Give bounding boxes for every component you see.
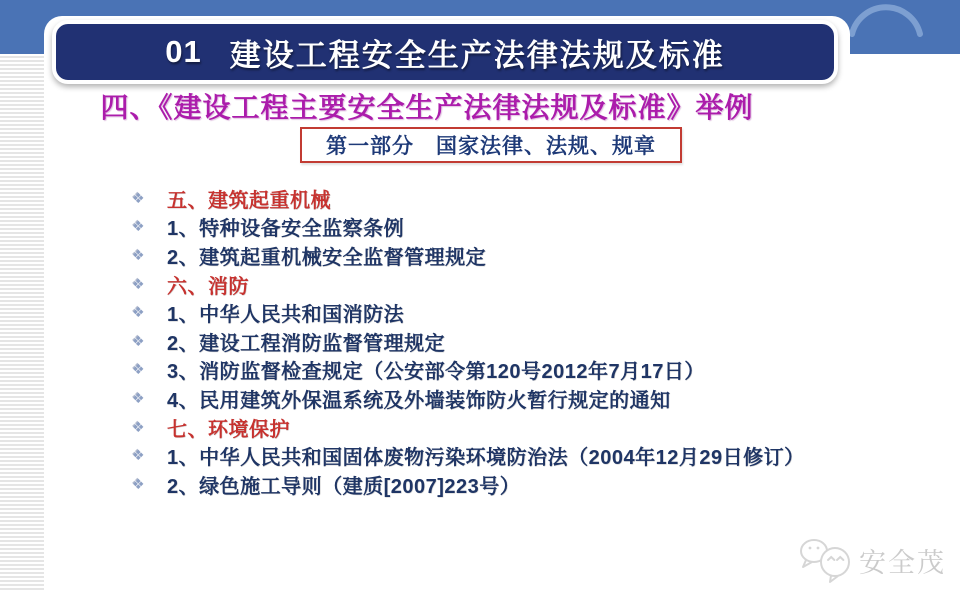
- list-item: [132, 184, 872, 213]
- list-item-text: 六、消防: [167, 275, 249, 298]
- list-item: [132, 213, 872, 242]
- list-item: [132, 413, 872, 442]
- chapter-number: 01: [165, 34, 202, 69]
- list-item-text: 2、建设工程消防监督管理规定: [167, 332, 446, 355]
- list-item-text: 1、特种设备安全监察条例: [167, 218, 405, 241]
- diamond-bullet-icon: ❖: [132, 246, 145, 263]
- list-item: [132, 356, 872, 385]
- list-item: [132, 298, 872, 327]
- list-item-text: 3、消防监督检查规定（公安部令第120号2012年7月17日）: [167, 361, 705, 384]
- list-item: [132, 441, 872, 470]
- watermark: [797, 535, 946, 585]
- left-stripe-texture: [0, 54, 46, 592]
- list-item-text: 五、建筑起重机械: [167, 189, 331, 212]
- law-list: [132, 184, 872, 499]
- diamond-bullet-icon: ❖: [132, 189, 145, 206]
- diamond-bullet-icon: ❖: [132, 418, 145, 435]
- diamond-bullet-icon: ❖: [132, 332, 145, 349]
- corner-arc-icon: [834, 0, 944, 54]
- slide-subtitle: 四、《建设工程主要安全生产法律法规及标准》举例: [100, 92, 754, 123]
- diamond-bullet-icon: ❖: [132, 389, 145, 406]
- list-item-text: 1、中华人民共和国消防法: [167, 304, 405, 327]
- list-item: [132, 470, 872, 499]
- chat-bubbles-logo-icon: [797, 535, 859, 585]
- list-item-text: 4、民用建筑外保温系统及外墙装饰防火暂行规定的通知: [167, 389, 671, 412]
- diamond-bullet-icon: ❖: [132, 275, 145, 292]
- list-item-text: 2、绿色施工导则（建质[2007]223号）: [167, 475, 521, 498]
- chapter-title: 建设工程安全生产法律法规及标准: [229, 37, 725, 73]
- list-item: [132, 384, 872, 413]
- diamond-bullet-icon: ❖: [132, 304, 145, 321]
- list-item: [132, 270, 872, 299]
- list-item: [132, 327, 872, 356]
- watermark-text: 安全茂: [859, 547, 946, 578]
- diamond-bullet-icon: ❖: [132, 218, 145, 235]
- chapter-header-banner: [52, 20, 838, 84]
- diamond-bullet-icon: ❖: [132, 447, 145, 464]
- diamond-bullet-icon: ❖: [132, 361, 145, 378]
- list-item-text: 2、建筑起重机械安全监督管理规定: [167, 246, 487, 269]
- part-label-box: 第一部分 国家法律、法规、规章: [300, 127, 682, 163]
- list-item-text: 1、中华人民共和国固体废物污染环境防治法（2004年12月29日修订）: [167, 447, 805, 470]
- list-item: [132, 241, 872, 270]
- list-item-text: 七、环境保护: [167, 418, 290, 441]
- diamond-bullet-icon: ❖: [132, 475, 145, 492]
